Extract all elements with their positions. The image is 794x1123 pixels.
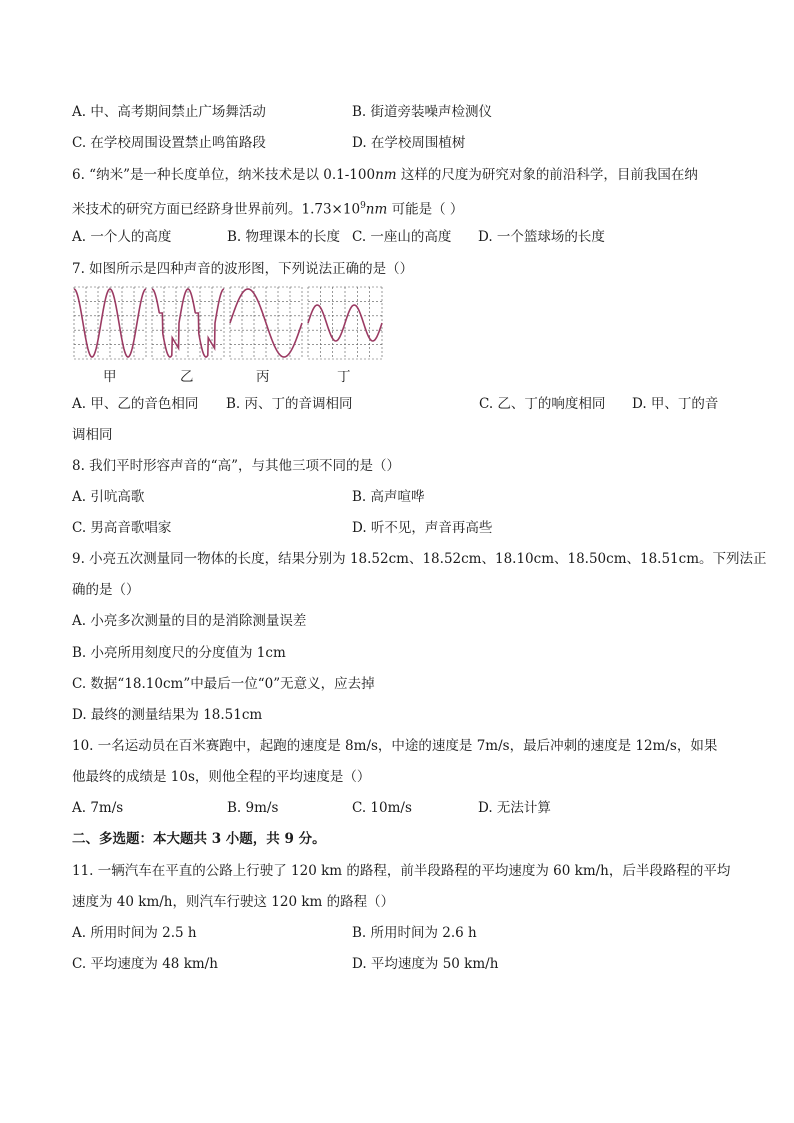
q6-stem-text: 可能是（ ）	[387, 201, 464, 218]
q7-label-bing: 丙	[256, 369, 270, 385]
q7-option-c: C. 乙、丁的响度相同	[479, 396, 606, 412]
q11-option-d: D. 平均速度为 50 km/h	[352, 956, 499, 972]
q7-option-a: A. 甲、乙的音色相同	[72, 396, 199, 412]
q10-stem-line1: 10. 一名运动员在百米赛跑中，起跑的速度是 8m/s，中途的速度是 7m/s，最后冲刺的速度是 12m/s，如果	[72, 738, 718, 754]
q5-option-b: B. 街道旁装噪声检测仪	[352, 104, 493, 120]
waveform-curves	[74, 289, 382, 357]
q9-stem-line1: 9. 小亮五次测量同一物体的长度，结果分别为 18.52cm、18.52cm、18.10cm、18.50cm、18.51cm。下列法正	[72, 551, 767, 567]
q6-option-d: D. 一个篮球场的长度	[478, 229, 605, 245]
q11-stem-line2: 速度为 40 km/h，则汽车行驶这 120 km 的路程（）	[72, 894, 395, 910]
q9-option-b: B. 小亮所用刻度尺的分度值为 1cm	[72, 645, 286, 661]
q8-stem: 8. 我们平时形容声音的“高”，与其他三项不同的是（）	[72, 458, 400, 474]
q6-option-a: A. 一个人的高度	[72, 229, 172, 245]
q7-option-b: B. 丙、丁的音调相同	[226, 396, 353, 412]
q7-label-jia: 甲	[103, 369, 117, 385]
q6-exponent: 9	[360, 201, 366, 211]
q6-option-c: C. 一座山的高度	[352, 229, 452, 245]
q9-option-d: D. 最终的测量结果为 18.51cm	[72, 707, 263, 723]
q8-option-c: C. 男高音歌唱家	[72, 520, 172, 536]
q9-stem-line2: 确的是（）	[72, 582, 140, 598]
q10-option-b: B. 9m/s	[227, 800, 279, 816]
q11-stem-line1: 11. 一辆汽车在平直的公路上行驶了 120 km 的路程，前半段路程的平均速度为 60 km/h，后半段路程的平均	[72, 863, 731, 879]
q10-option-c: C. 10m/s	[352, 800, 412, 816]
q6-stem-text: 米技术的研究方面已经跻身世界前列。1.73×10	[72, 201, 361, 218]
q5-option-d: D. 在学校周围植树	[352, 135, 466, 151]
q9-option-a: A. 小亮多次测量的目的是消除测量误差	[72, 613, 307, 629]
q10-option-a: A. 7m/s	[72, 800, 124, 816]
q9-option-c: C. 数据“18.10cm”中最后一位“0”无意义，应去掉	[72, 676, 375, 692]
q8-option-d: D. 听不见，声音再高些	[352, 520, 493, 536]
grid-jia	[74, 287, 146, 359]
q10-option-d: D. 无法计算	[478, 800, 551, 816]
waveform-grids	[74, 287, 382, 359]
q7-stem: 7. 如图所示是四种声音的波形图，下列说法正确的是（）	[72, 261, 414, 277]
q7-waveform-figure	[72, 285, 384, 363]
q7-label-ding: 丁	[337, 369, 351, 385]
q7-label-yi: 乙	[180, 369, 194, 385]
q6-option-b: B. 物理课本的长度	[227, 229, 341, 245]
q5-option-a: A. 中、高考期间禁止广场舞活动	[72, 104, 266, 120]
section-heading: 二、多选题：本大题共 3 小题，共 9 分。	[72, 831, 326, 847]
q11-option-a: A. 所用时间为 2.5 h	[72, 925, 197, 941]
q8-option-a: A. 引吭高歌	[72, 489, 145, 505]
q11-option-b: B. 所用时间为 2.6 h	[352, 925, 477, 941]
q6-stem-line2	[72, 197, 463, 219]
q6-stem-line1	[72, 166, 698, 184]
q5-option-c: C. 在学校周围设置禁止鸣笛路段	[72, 135, 266, 151]
q6-stem-text: 这样的尺度为研究对象的前沿科学，目前我国在纳	[396, 167, 698, 183]
q6-unit: nm	[365, 201, 388, 218]
q6-stem-text: 6. “纳米”是一种长度单位，纳米技术是以 0.1-100	[72, 167, 376, 183]
q6-unit: nm	[375, 167, 397, 183]
q10-stem-line2: 他最终的成绩是 10s，则他全程的平均速度是（）	[72, 769, 371, 785]
q7-option-d-cont: 调相同	[72, 427, 113, 443]
q7-option-d: D. 甲、丁的音	[632, 396, 719, 412]
q8-option-b: B. 高声喧哗	[352, 489, 425, 505]
q11-option-c: C. 平均速度为 48 km/h	[72, 956, 218, 972]
